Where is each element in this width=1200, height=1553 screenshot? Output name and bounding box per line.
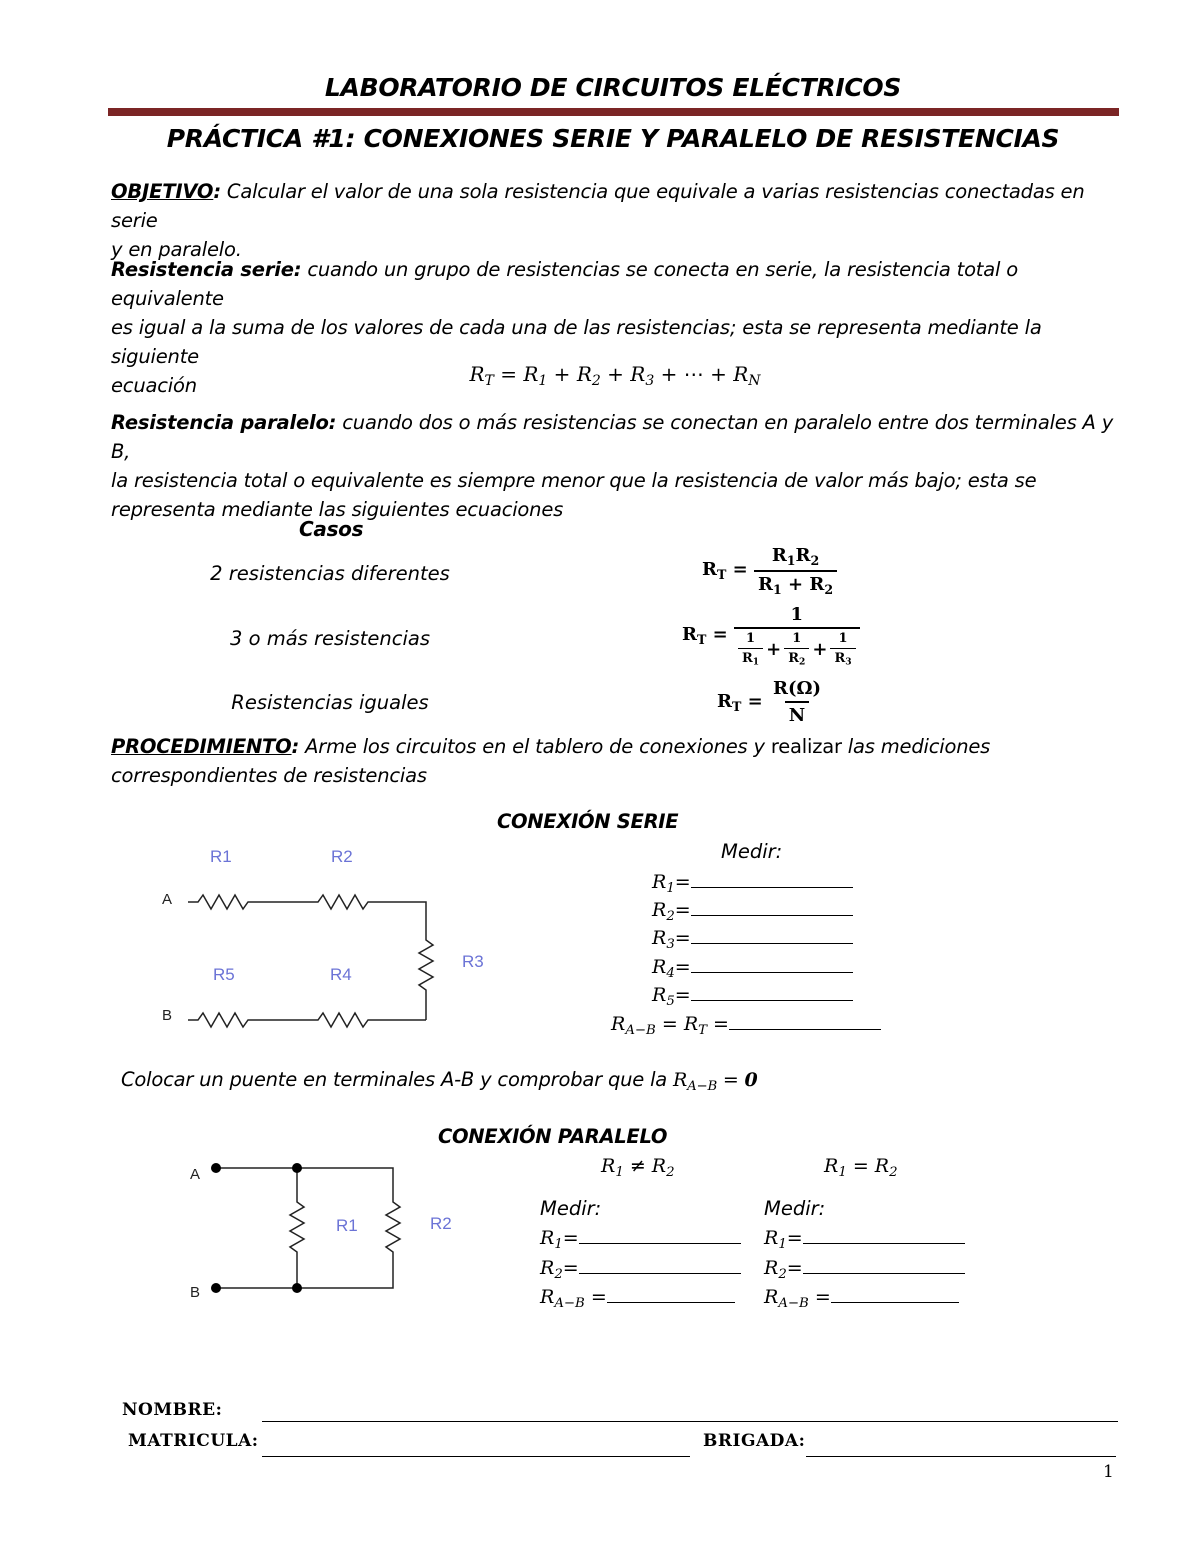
serie-colon: : xyxy=(293,258,302,281)
conexion-serie-title: CONEXIÓN SERIE xyxy=(497,810,679,833)
formula-three-or-more xyxy=(682,604,860,668)
parallel-resistor-r1 xyxy=(290,1168,304,1288)
conexion-paralelo-title: CONEXIÓN PARALELO xyxy=(438,1125,668,1148)
parallel-label-r1: R1 xyxy=(336,1216,358,1235)
serie-measure-r2: $R_2=$ xyxy=(652,897,853,924)
objetivo-paragraph xyxy=(111,177,1121,264)
serie-line-3: ecuación xyxy=(111,374,197,397)
formula3-numerator: R(Ω) xyxy=(772,678,821,699)
formula3-lhs: $R_T$ = xyxy=(717,690,763,714)
formula1-lhs: $R_T$ = xyxy=(702,559,748,583)
case-equal: Resistencias iguales xyxy=(231,691,429,714)
formula2-term-1: $\frac{1}{R_1}$ xyxy=(738,631,763,668)
serie-measure-r1: $R_1=$ xyxy=(652,869,853,896)
series-label-a: A xyxy=(162,891,173,908)
page-number: 1 xyxy=(1103,1462,1114,1482)
header-rule xyxy=(108,108,1119,116)
objetivo-text-1: Calcular el valor de una sola resistencia que equivale a varias resistencias conectadas en serie xyxy=(111,180,1085,232)
paralelo-colon: : xyxy=(328,411,337,434)
objetivo-line-2: y en paralelo. xyxy=(111,238,242,261)
nombre-line[interactable] xyxy=(262,1421,1118,1422)
paralelo-col2-r1: $R_1=$ xyxy=(764,1225,965,1252)
formula2-fraction xyxy=(734,604,860,668)
serie-measure-r5: $R_5=$ xyxy=(652,982,853,1009)
paralelo-line-3: representa mediante las siguientes ecuaciones xyxy=(111,498,564,521)
paralelo-line-1 xyxy=(111,408,1121,466)
paralelo-paragraph xyxy=(111,408,1121,524)
paralelo-line-2: la resistencia total o equivalente es siempre menor que la resistencia de valor más bajo; esta se xyxy=(111,469,1037,492)
procedimiento-realizar: realizar xyxy=(770,735,842,758)
formula1-numerator: $R_1R_2$ xyxy=(771,545,820,568)
formula3-fraction xyxy=(769,678,825,726)
paralelo-header-different: $R_1 \ne R_2$ xyxy=(601,1155,675,1180)
parallel-node-a xyxy=(211,1163,221,1173)
lab-title: LABORATORIO DE CIRCUITOS ELÉCTRICOS xyxy=(324,73,902,102)
serie-measure-r4: $R_4=$ xyxy=(652,954,853,981)
parallel-resistor-r2 xyxy=(386,1198,400,1258)
puente-instruction: Colocar un puente en terminales A-B y comprobar que la $R_{A-B} = 0$ xyxy=(121,1068,758,1094)
formula1-fraction xyxy=(754,545,837,597)
case-two-different: 2 resistencias diferentes xyxy=(210,562,450,585)
serie-measure-rab-rt: $R_{A-B} = R_T$ = xyxy=(611,1011,881,1038)
objetivo-label: OBJETIVO xyxy=(111,180,214,203)
series-resistor-r5-r4 xyxy=(188,1013,426,1027)
formula2-term-3: $\frac{1}{R_3}$ xyxy=(830,631,855,668)
procedimiento-paragraph xyxy=(111,732,1121,790)
serie-line-2: es igual a la suma de los valores de cada una de las resistencias; esta se representa mediante la siguiente xyxy=(111,316,1042,368)
brigada-line[interactable] xyxy=(806,1456,1116,1457)
paralelo-col1-r1: $R_1=$ xyxy=(540,1225,741,1252)
serie-label: Resistencia serie xyxy=(111,258,294,281)
matricula-label: MATRICULA: xyxy=(128,1431,259,1451)
procedimiento-colon: : xyxy=(291,735,300,758)
parallel-node-b xyxy=(211,1283,221,1293)
procedimiento-label: PROCEDIMIENTO xyxy=(111,735,292,758)
paralelo-medir-label-1: Medir: xyxy=(540,1197,602,1220)
matricula-line[interactable] xyxy=(262,1456,690,1457)
nombre-label: NOMBRE: xyxy=(122,1400,223,1420)
brigada-label: BRIGADA: xyxy=(703,1431,806,1451)
parallel-circuit-diagram xyxy=(180,1150,480,1310)
practice-title: PRÁCTICA #1: CONEXIONES SERIE Y PARALELO DE RESISTENCIAS xyxy=(166,124,1060,153)
paralelo-col2-r2: $R_2=$ xyxy=(764,1255,965,1282)
serie-line-1 xyxy=(111,255,1121,313)
paralelo-medir-label-2: Medir: xyxy=(764,1197,826,1220)
series-circuit-diagram xyxy=(150,840,510,1040)
series-label-r2: R2 xyxy=(331,847,353,866)
serie-medir-label: Medir: xyxy=(721,840,783,863)
parallel-top-wire xyxy=(216,1168,393,1198)
paralelo-header-equal: $R_1 = R_2$ xyxy=(824,1155,898,1180)
series-label-r1: R1 xyxy=(210,847,232,866)
paralelo-label: Resistencia paralelo xyxy=(111,411,329,434)
procedimiento-line-2: correspondientes de resistencias xyxy=(111,764,427,787)
case-three-or-more: 3 o más resistencias xyxy=(229,627,431,650)
formula-two-different xyxy=(702,545,837,597)
series-label-r4: R4 xyxy=(330,965,352,984)
objetivo-colon: : xyxy=(213,180,221,203)
parallel-label-a: A xyxy=(190,1166,201,1183)
formula3-denominator: N xyxy=(785,701,809,726)
series-equation-text: $R_T = R_1 + R_2 + R_3$ + ⋯ + $R_N$ xyxy=(469,362,761,390)
paralelo-col1-r2: $R_2=$ xyxy=(540,1255,741,1282)
series-equation xyxy=(0,362,1200,389)
paralelo-col1-rab: $R_{A-B}$ = xyxy=(540,1284,735,1311)
casos-title: Casos xyxy=(299,517,364,541)
parallel-label-b: B xyxy=(190,1284,201,1301)
procedimiento-line-1: PROCEDIMIENTO: Arme los circuitos en el tablero de conexiones y realizar las mediciones xyxy=(111,735,991,758)
parallel-node-bottom xyxy=(292,1283,302,1293)
series-resistor-r3 xyxy=(419,935,433,1020)
series-label-b: B xyxy=(162,1007,173,1024)
objetivo-line-1 xyxy=(111,177,1121,235)
series-resistor-r1 xyxy=(188,895,426,935)
parallel-label-r2: R2 xyxy=(430,1214,452,1233)
formula2-term-2: $\frac{1}{R_2}$ xyxy=(784,631,809,668)
series-label-r5: R5 xyxy=(213,965,235,984)
formula1-denominator: $R_1 + R_2$ xyxy=(754,570,837,597)
serie-text-1: cuando un grupo de resistencias se conecta en serie, la resistencia total o equivalente xyxy=(111,258,1018,310)
series-label-r3: R3 xyxy=(462,952,484,971)
paralelo-col2-rab: $R_{A-B}$ = xyxy=(764,1284,959,1311)
parallel-bottom-wire xyxy=(216,1258,393,1288)
paralelo-text-1: cuando dos o más resistencias se conectan en paralelo entre dos terminales A y B, xyxy=(111,411,1114,463)
formula-equal xyxy=(717,678,825,726)
formula2-lhs: $R_T$ = xyxy=(682,624,728,648)
parallel-node-top xyxy=(292,1163,302,1173)
formula2-numerator: 1 xyxy=(790,604,804,625)
serie-measure-r3: $R_3=$ xyxy=(652,925,853,952)
formula2-denominator: $\frac{1}{R_1}$ + $\frac{1}{R_2}$ + $\frac{1}{R_3}$ xyxy=(734,627,860,668)
